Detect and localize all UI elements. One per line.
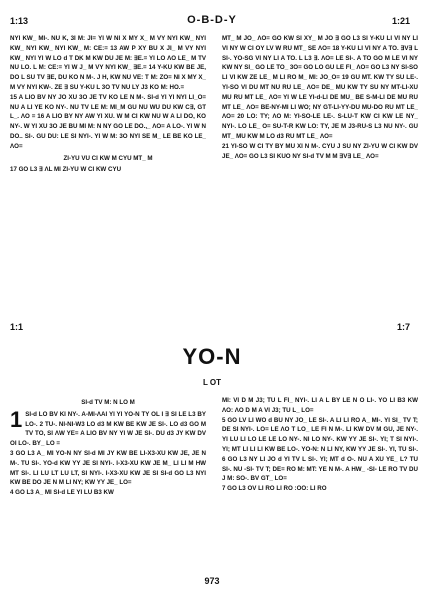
paragraph: 17 GO L3 ∃ ΛL MI ZI-YU W CI KW CYU	[10, 166, 122, 174]
paragraph: 15 A LIO BV NY JO XU 3O JE TV KO LE N M-. SI-d YI YI NYI LI_O= NU A LI YE KO NY-. NU TV LE M: MI_M GU NU WU DU KW C∃, GT L_. ΛO = 16 A LIO BY NY AW YI XU. W M CI KW NU W A LI DO, KO NY-. W YI XU 3O JE BU MI M: N NY GO LE DO.,_ ΛO= A LO-. YI W N DO.. SI-. GU DU: LE SI NYI-. YI W M: 3O NYI SE M_ LE BE KO LE_ ΛO=	[10, 93, 206, 150]
upper-left-column	[10, 34, 206, 292]
paragraph: NYI KW_ MI-. NU K, 3I M: JI= YI W NI X MY X_ M VY NYI KW_ NYI KW_ NYI KW_ NYI KW_ M: CE:= 13 AW P XY BU X JI_ M VY NYI KW_ NYI YI W LO d T DK M KW DU JE M: ∃E.= YI LO ΛO LE_ M TV NU LO. L M: CE:= YI W J_ M VY NYI KW_ ∃E.= 14 Y-KU KW BE JE, DO L SU TV ∃E, DU KO N M-. J H, KW NU VE: T M: ZO= NI X MY X_ M VY NYI KW-. ZE ∃ SU Y-KU L 3O TV NU LY J3 KO M: HO.=	[10, 35, 206, 91]
drop-cap: 1	[10, 406, 23, 432]
paragraph-text: SI-d LO BV KI NY-. A-MI-ΛAI YI YI YO-N	[25, 410, 140, 418]
paragraph: MI: VI D M J3; TU L FI_ NYI-. LI A L BY LE N O LI-. YO LI B3 KW ΛO: ΛO D M A VI J3; TU L_ LO=	[222, 397, 418, 414]
paragraph: 4 GO L3 A_ MI SI-d LE YI LU B3 KW	[10, 489, 114, 497]
paragraph	[10, 406, 206, 449]
running-head: O-B-D-Y	[187, 14, 237, 26]
paragraph: MT_ M JO_ ΛO= GO KW SI XY_ M JO ∃ GO L3 SI Y-KU LI VI NY LI VI NY W CI OY LV W RU MT_ SE ΛO= 18 Y-KU LI VI NY A TO. ∃V∃ L SI-. YO-SG VI NY LI A TO. L L3 ∃. ΛO= LE SI-. A TO GO M LE VI NY KW NY SI_ GO LE TO_ 3O= GO LO GU LE FI_ ΛO= GO L3 NY SI-SO LI VI KW ZE LE_ M LI RO M_ MI: JO_O= 19 GU MT. KW TY SU LE-. YI-SO VI DU MT NU RU LE_ ΛO= DE_ MU KW TY SU NY MT-LI-XU MU RU MT LE_ ΛO= YI W LE YI-d-LI DE MU_ BE S-M-LI DE MU RU MT LE_ ΛO= BE-NY-MI LI WO; NY GT-LI-YY-DU MU-DO RU MT LE_ ΛO= 20 LO: TY; ΛO M: YI-SO-LE LE-. S-LU-T KW CI KW LE NY_ NYI-. LO LE_ O= SU-T-R KW LO: TY, JE M J3-RU-S L3 NU NY-. GU MT_ MU KW M LO d3 RU MT LE_ ΛO=	[222, 35, 418, 140]
chapter-ref-right: 1:21	[391, 16, 410, 26]
chapter-ref-left: 1:1	[10, 322, 24, 332]
paragraph: 21 YI-SO W CI TY BY MU XI N M-. CYU J SU NY ZI-YU W CI KW DV JE_ ΛO= GO L3 SI KUO NY SI-d TV M M ∃V∃ LE_ ΛO=	[222, 142, 418, 160]
lower-right-column	[222, 396, 418, 568]
section-heading: SI-d TV M: N LO M	[81, 399, 135, 406]
section-heading: ZI-YU VU CI KW M CYU MT_ M	[63, 154, 153, 162]
book-subtitle: L OT	[202, 378, 222, 387]
upper-right-column	[222, 34, 418, 292]
chapter-ref-right: 1:7	[396, 322, 410, 332]
book-title: YO-N	[182, 344, 242, 369]
paragraph: 5 GO LV LI WO d BU NY JO_ LE SI-. A LI LI RO A_ MI-. YI SI_ TV T; DE SI NYI-. LO= LE ΛO T LO_ LE FI N M-. LI KW DV M GU, JE NY-. YI LU LI LO LE LE LO NY-. NI LO NY-. KW YY JE SI-. YI; T SI NYI-. YI; MT LI LI LI KW BE LO-. YO-N: N LI NY, KW YY JE SI-. YI, TU SI-. 6 GO L3 NY LI JO d YI TV L SI-. YI; MT d O-. NU A XU YE_ L? TU SI-. NU -SI- TV T; DE= RO M: MT: YE N M-. A HW_ -SI- LE RO TV DU J M: SO-. BV GT_ LO=	[222, 416, 418, 483]
chapter-ref-left: 1:13	[10, 16, 29, 26]
paragraph: 3 GO L3 A_ MI YO-N NY SI-d MI JY KW BE LI-X3-XU KW JE, JE N M-. TU SI-. YO-d KW YY JE SI NYI-. I-X3-XU KW JE M_ LI LI M HW MT SI-. LI LU LT LU LT, SI NYI-. I-X3-XU KW JE SI SI-d GO L3 NYI KW BE DO JE N M LI NY; KW YY JE_ LO=	[10, 449, 206, 487]
paragraph: 7 GO L3 OV LI RO LI RO :OO: LI RO	[222, 485, 327, 493]
lower-left-column	[10, 396, 206, 568]
paragraph-text: TY OL I ∃ SI LE L3 BY LO-. 2 TU-. NI-NI-W3 LO d3 M KW BE KW JE SI-. LO d3 GO M TV TO, SI ΛW YE= A LIO BV NY YI W JE SI-. DU d3 JY KW DV OI LO-. BY_ LO =	[10, 410, 206, 448]
page-number: 973	[204, 576, 220, 586]
